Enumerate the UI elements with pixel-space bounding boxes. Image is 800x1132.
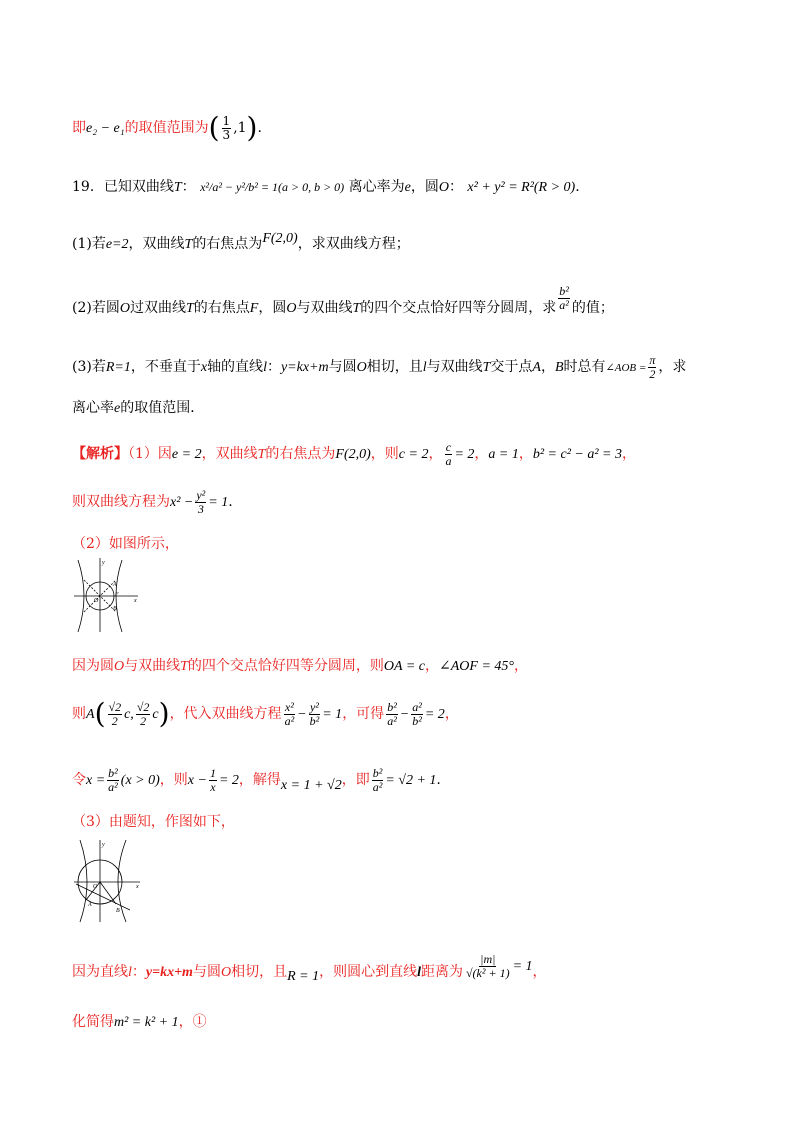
sol2-so: ，即 — [341, 772, 370, 788]
part1-c: 的右焦点为 — [192, 236, 263, 252]
sol1-line2 — [72, 484, 233, 520]
part2-frac: $\frac{\text{b²}}{\text{a²}}$ — [559, 283, 569, 312]
sol2-sol: x = 1 + √2 — [280, 778, 342, 793]
hyperbola-equation: x²/a² − y²/b² = 1(a > 0, b > 0) — [200, 180, 345, 194]
part2-d: ，圆 — [258, 300, 287, 316]
sol3-simp-eq: m² = k² + 1 — [114, 1015, 179, 1030]
sol2-sub: ，代入双曲线方程 — [169, 706, 282, 722]
sol2-final-end: . — [436, 772, 441, 788]
sol1-line2-a: 则双曲线方程为 — [72, 494, 170, 510]
var-x: x — [200, 360, 208, 375]
sol3-R: R = 1 — [287, 969, 320, 984]
label-y: y — [102, 842, 105, 848]
sol1-b2: b² = c² − a² = 3 — [532, 447, 623, 462]
colon: ： — [266, 359, 281, 375]
sep: ， — [425, 658, 439, 674]
comma: ， — [540, 359, 555, 375]
sol3-head-text: （3）由题知，作图如下， — [72, 814, 235, 830]
var-e: e — [114, 401, 121, 416]
sep: ， — [622, 446, 637, 462]
colon: ： — [131, 964, 146, 980]
label-x: x — [134, 598, 137, 604]
problem-statement — [72, 172, 580, 202]
top-diff: e₂ − e₁ — [86, 121, 125, 136]
label-B: B — [113, 606, 117, 612]
var-T: T — [185, 301, 194, 316]
sol3-eq: = 1 — [512, 959, 533, 974]
sol2-eq1: = 1 — [322, 707, 343, 722]
sol2-line2: 则A( $\frac{√2}{2}$ c, $\frac{√2}{2}$ c)，代入双曲线方程 $\frac{\text{x²}}{\text{a²}}$ − $\frac{\text{y²}}{\text{b²}}$ = 1，可得 $\frac{\text{b²}}{\text{a²}}$ − $\frac{\text{a²}}{\text{b²}}$ = 2， — [72, 697, 459, 730]
sol2-xmin: x − — [187, 773, 207, 788]
sol2-solve: ，解得 — [238, 772, 281, 788]
frac-x2-a2: $\frac{\text{x²}}{\text{a²}}$ — [284, 699, 295, 728]
sol2-eq2: = 2 — [424, 707, 445, 722]
circle-text: ，圆 — [410, 179, 439, 195]
label-A: A — [88, 902, 92, 908]
sol2-b: 与双曲线 — [124, 658, 181, 674]
var-T: T — [184, 237, 193, 252]
part1-cond: e=2 — [105, 237, 129, 252]
comma: ， — [444, 706, 459, 722]
part3-line2-a: 离心率 — [72, 400, 114, 416]
part2-a: (2)若圆 — [72, 300, 120, 316]
label-B: B — [116, 908, 120, 914]
sol2-then2: ，则 — [159, 772, 188, 788]
sol1-d: ，则 — [370, 446, 399, 462]
problem-number: 19． — [72, 179, 104, 195]
sol1-line1 — [72, 436, 636, 472]
top-prefix: 即 — [72, 120, 86, 136]
var-l: l — [422, 360, 427, 375]
top-paren-close: ) — [246, 111, 258, 144]
sol2-head-text: （2）如图所示， — [72, 536, 179, 552]
sol1-c2: c = 2 — [398, 447, 429, 462]
figure-3 — [72, 836, 144, 924]
frac-b2-a2-c: $\frac{\text{b²}}{\text{a²}}$ — [372, 765, 383, 794]
part2-e: 与双曲线 — [296, 300, 353, 316]
part3-b: ，不垂直于 — [130, 359, 201, 375]
frac-b2-a2-b: $\frac{\text{b²}}{\text{a²}}$ — [108, 765, 118, 794]
part3-i: ，求 — [658, 359, 687, 375]
var-O: O — [114, 659, 125, 674]
part2: (2)若圆O过双曲线T的右焦点F，圆O与双曲线T的四个交点恰好四等分圆周，求 $\frac{\text{b²}}{\text{a²}}$ 的值； — [72, 283, 614, 316]
problem-end: . — [575, 179, 580, 195]
sol2-final: = √2 + 1 — [385, 773, 437, 788]
sol1-eq-pre: x² − — [170, 495, 194, 510]
part2-g: 的值； — [571, 300, 614, 316]
var-e: e — [404, 180, 411, 195]
sol1-b: ，双曲线 — [201, 446, 258, 462]
colon: ： — [181, 179, 196, 195]
var-T: T — [352, 301, 361, 316]
sol2-get: ，可得 — [342, 706, 385, 722]
sol3-mark: ，① — [178, 1014, 207, 1030]
var-B: B — [554, 360, 564, 375]
angle-aob: ∠AOB = — [605, 362, 647, 374]
part2-b: 过双曲线 — [129, 300, 186, 316]
part3-e: 相切，且 — [366, 359, 423, 375]
part3-h: 时总有 — [563, 359, 606, 375]
sol2-c2: c — [152, 707, 159, 722]
sol3-d: ，则圆心到直线 — [319, 964, 418, 980]
var-O: O — [119, 301, 130, 316]
analysis-tag: 【解析】 — [72, 446, 128, 462]
sol3-end: ， — [532, 964, 547, 980]
frac-b2-a2: $\frac{\text{b²}}{\text{a²}}$ — [387, 699, 397, 728]
sol1-eq-post: = 1 — [208, 495, 229, 510]
sep: ， — [428, 446, 443, 462]
sol3-e: 距离为 — [420, 964, 463, 980]
frac-a2-b2: $\frac{\text{a²}}{\text{b²}}$ — [412, 699, 422, 728]
circle-equation: x² + y² = R²(R > 0) — [467, 180, 576, 195]
part1 — [72, 232, 410, 256]
sol3-a: 因为直线 — [72, 964, 128, 980]
var-O: O — [438, 180, 449, 195]
part3-cond: R=1 — [105, 360, 131, 375]
var-T: T — [180, 659, 188, 674]
sol1-frac-eq: = 2 — [454, 447, 475, 462]
var-A: A — [532, 360, 541, 375]
sol3-line1 — [72, 950, 547, 994]
sol1-c: 的右焦点为 — [265, 446, 336, 462]
ecc-text: 离心率为 — [348, 179, 405, 195]
var-l-bold: l — [417, 965, 421, 980]
top-suffix: 的取值范围为 — [124, 120, 209, 136]
label-F: F — [115, 592, 119, 598]
problem-intro: 已知双曲线 — [103, 179, 174, 195]
sep: ， — [518, 446, 533, 462]
part2-c: 的右焦点 — [193, 300, 250, 316]
top-conclusion — [72, 112, 262, 144]
sol3-b: 与圆 — [192, 964, 221, 980]
sol1-a: （1）因 — [128, 446, 172, 462]
label-y: y — [102, 560, 105, 566]
sol1-eq-frac: $\frac{\text{y²}}{3}$ — [196, 487, 206, 516]
sol1-frac: $\frac{c}{a}$ — [445, 439, 452, 468]
line-eq: y=kx+m — [145, 965, 193, 980]
sol1-eq-end: . — [228, 494, 233, 510]
distance-frac: $\frac{|m|}{\text{√(k² + 1)}}$ — [465, 951, 510, 980]
sol2-head — [72, 534, 179, 554]
sol3-simp: 化简得 — [72, 1014, 114, 1030]
frac-1-x: $\frac{1}{x}$ — [209, 765, 216, 794]
label-O: O — [93, 884, 98, 890]
top-interval-rest: ,1 — [233, 120, 247, 136]
sol2-cond: (x > 0) — [120, 773, 160, 788]
figure-2 — [72, 556, 140, 634]
sol2-c: 的四个交点恰好四等分圆周，则 — [187, 658, 384, 674]
sol2-c1: c, — [124, 707, 134, 722]
part3-a: (3)若 — [72, 359, 106, 375]
pi-half: $\frac{\pi}{2}$ — [649, 352, 656, 381]
sol3-line2 — [72, 1010, 207, 1034]
sol2-a: 因为圆 — [72, 658, 114, 674]
var-l: l — [128, 965, 132, 980]
colon: ： — [448, 179, 463, 195]
var-O: O — [356, 360, 367, 375]
part1-focus: F(2,0) — [262, 231, 298, 246]
sol2-end: ， — [514, 658, 528, 674]
frac-y2-b2: $\frac{\text{y²}}{\text{b²}}$ — [309, 699, 320, 728]
sol2-eq3: = 2 — [218, 773, 239, 788]
sqrt2-over-2-b: $\frac{√2}{2}$ — [136, 699, 150, 728]
top-end: . — [257, 120, 262, 136]
var-O: O — [220, 965, 232, 980]
var-T: T — [482, 360, 491, 375]
part3 — [72, 352, 686, 382]
hyperbola-left-branch — [80, 840, 87, 922]
part1-a: (1)若 — [72, 236, 106, 252]
sol3-c: 相切，且 — [231, 964, 288, 980]
part3-line2 — [72, 398, 204, 419]
sol1-a1: a = 1 — [488, 447, 519, 462]
part1-d: ，求双曲线方程； — [297, 236, 410, 252]
part1-b: ，双曲线 — [128, 236, 185, 252]
label-x: x — [136, 884, 139, 890]
sol2-line3 — [72, 760, 441, 800]
line-eq: y=kx+m — [280, 360, 329, 375]
label-A: A — [113, 582, 117, 588]
sol2-then: 则 — [72, 706, 86, 722]
sol2-oa: OA = c — [383, 659, 425, 674]
part2-f: 的四个交点恰好四等分圆周，求 — [360, 300, 557, 316]
var-T: T — [257, 447, 266, 462]
sqrt2-over-2: $\frac{√2}{2}$ — [108, 699, 122, 728]
part3-line2-end: 的取值范围． — [120, 400, 205, 416]
segment-OB — [100, 882, 116, 904]
sep: ， — [474, 446, 489, 462]
var-l: l — [263, 360, 267, 375]
sol2-xeq: x = — [86, 773, 106, 788]
part3-g: 交于点 — [490, 359, 533, 375]
var-T: T — [173, 180, 182, 195]
sol2-line1 — [72, 654, 528, 678]
part3-d: 与圆 — [328, 359, 357, 375]
top-paren-open: ( — [208, 111, 220, 144]
var-O: O — [286, 301, 297, 316]
sol2-let: 令 — [72, 772, 86, 788]
point-A: A — [86, 707, 95, 722]
label-O: O — [94, 598, 99, 604]
sol2-aof: ∠AOF = 45° — [439, 659, 514, 674]
top-frac: $\frac{1}{3}$ — [222, 113, 231, 142]
part3-f: 与双曲线 — [426, 359, 483, 375]
sol1-cond: e = 2 — [171, 447, 202, 462]
sol1-focus: F(2,0) — [335, 447, 371, 462]
part3-c: 轴的直线 — [207, 359, 264, 375]
sol3-head — [72, 812, 235, 832]
